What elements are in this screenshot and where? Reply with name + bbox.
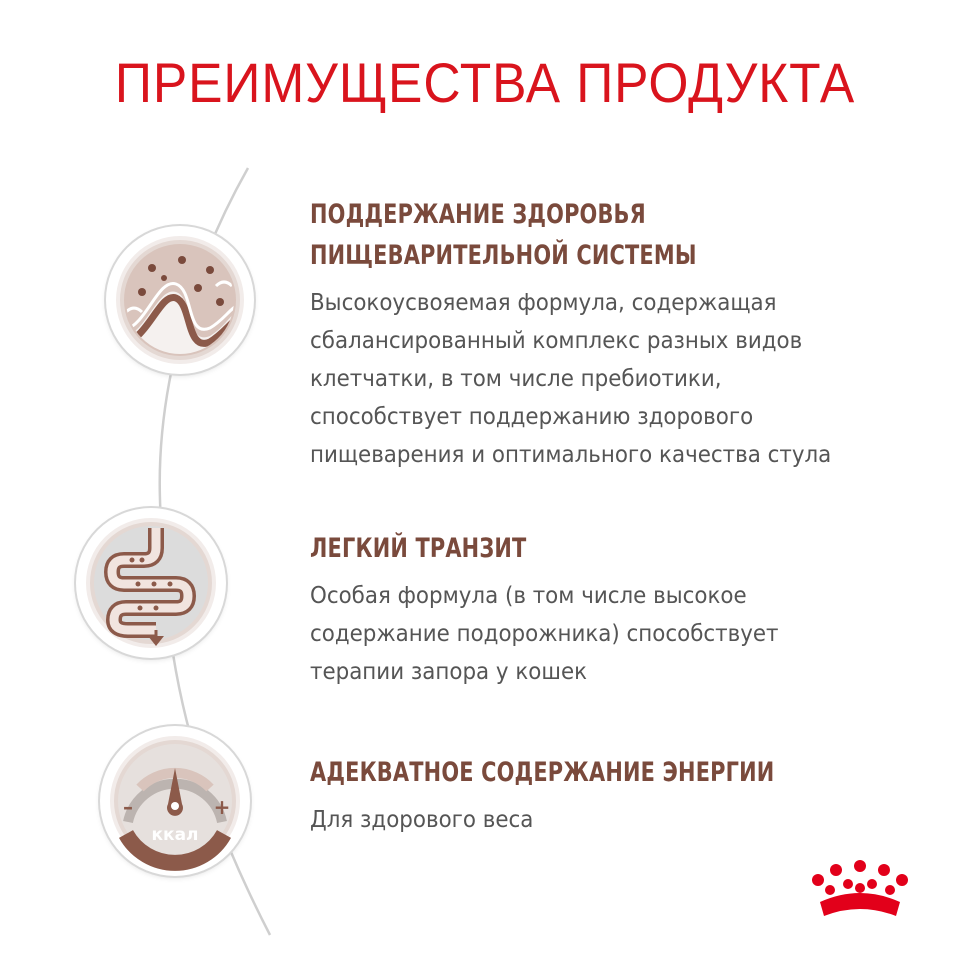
benefit-1-text-line-2: сбалансированный комплекс разных видов bbox=[310, 328, 803, 354]
benefit-1-text-line-3: клетчатки, в том числе пребиотики, bbox=[310, 366, 722, 392]
benefit-3-text-line-1: Для здорового веса bbox=[310, 807, 534, 833]
gauge-plus: + bbox=[213, 795, 231, 819]
benefit-2-medal bbox=[76, 508, 226, 658]
benefit-1-text-line-5: пищеварения и оптимального качества стула bbox=[310, 442, 832, 468]
benefit-1-medal bbox=[106, 226, 254, 374]
intestine-transit-icon bbox=[76, 508, 226, 658]
royal-canin-crown-icon bbox=[806, 858, 914, 924]
benefit-2-title-line-1: ЛЕГКИЙ ТРАНЗИТ bbox=[310, 533, 527, 564]
benefit-2 bbox=[310, 528, 950, 691]
benefit-1-title-line-1: ПОДДЕРЖАНИЕ ЗДОРОВЬЯ bbox=[310, 199, 646, 230]
gauge-unit-label: ккал bbox=[151, 825, 199, 845]
benefit-3-description bbox=[310, 801, 942, 839]
benefit-2-description bbox=[310, 577, 942, 691]
gauge-minus: – bbox=[123, 795, 133, 819]
benefit-1-title bbox=[310, 194, 929, 276]
benefit-3 bbox=[310, 752, 950, 839]
digestive-flora-icon bbox=[106, 226, 254, 374]
benefit-3-medal bbox=[100, 726, 250, 876]
benefit-2-text-line-2: содержание подорожника) способствует bbox=[310, 621, 779, 647]
benefit-3-title-line-1: АДЕКВАТНОЕ СОДЕРЖАНИЕ ЭНЕРГИИ bbox=[310, 757, 775, 788]
benefit-1 bbox=[310, 194, 950, 474]
benefit-3-title bbox=[310, 752, 929, 793]
benefit-2-title bbox=[310, 528, 929, 569]
benefit-2-text-line-1: Особая формула (в том числе высокое bbox=[310, 583, 747, 609]
calorie-gauge-icon bbox=[100, 726, 250, 876]
benefit-2-text-line-3: терапии запора у кошек bbox=[310, 659, 588, 685]
page-title: ПРЕИМУЩЕСТВА ПРОДУКТА bbox=[114, 51, 856, 114]
benefit-1-title-line-2: ПИЩЕВАРИТЕЛЬНОЙ СИСТЕМЫ bbox=[310, 240, 697, 271]
benefit-1-text-line-4: способствует поддержанию здорового bbox=[310, 404, 754, 430]
benefit-1-description bbox=[310, 284, 942, 474]
benefit-1-text-line-1: Высокоусвояемая формула, содержащая bbox=[310, 290, 777, 316]
